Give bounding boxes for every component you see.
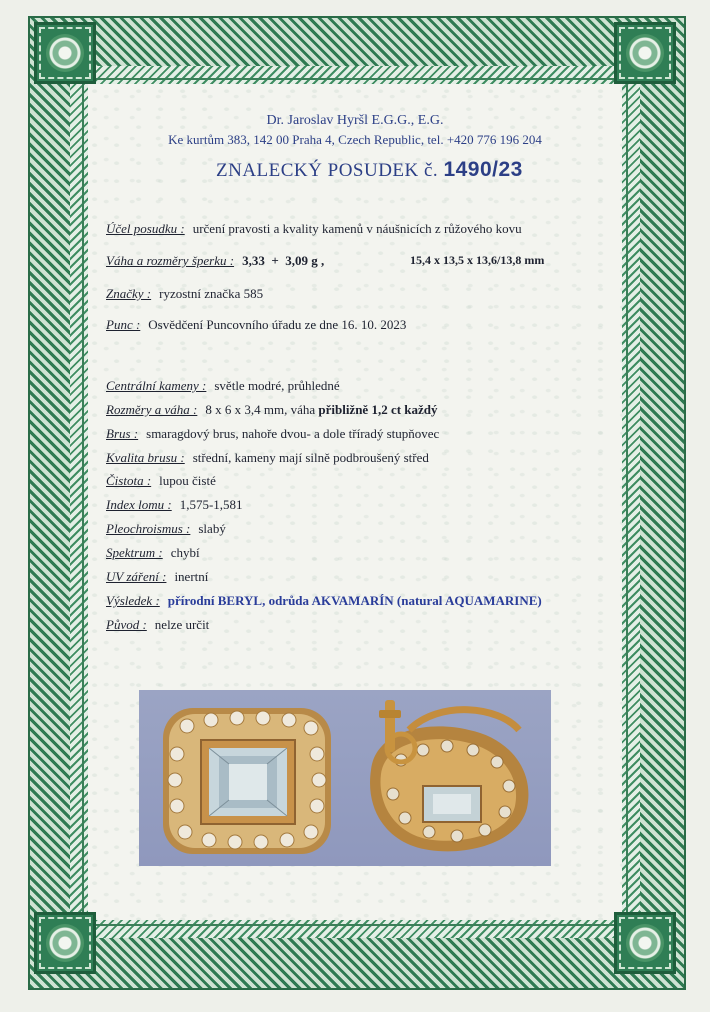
field-index	[106, 497, 243, 513]
earring-back-icon	[370, 700, 528, 851]
field-label: Účel posudku :	[106, 221, 185, 236]
field-pleochroismus	[106, 521, 226, 537]
issuer-address: Ke kurtům 383, 142 00 Praha 4, Czech Republic, tel. +420 776 196 204	[168, 132, 542, 147]
corner-ornament-icon	[614, 22, 676, 84]
earring-front-icon	[163, 708, 331, 854]
field-value: nelze určit	[154, 617, 210, 632]
field-value: 8 x 6 x 3,4 mm, váha	[205, 402, 319, 417]
field-cistota	[106, 473, 216, 489]
field-label: Kvalita brusu :	[106, 450, 185, 465]
field-uv	[106, 569, 208, 585]
field-value: chybí	[170, 545, 200, 560]
field-label: Čistota :	[106, 473, 152, 488]
field-vaha	[106, 253, 324, 269]
field-value: 1,575-1,581	[179, 497, 243, 512]
field-value: 3,33 + 3,09 g ,	[242, 253, 325, 268]
field-punc	[106, 317, 406, 333]
field-value: světle modré, průhledné	[214, 378, 340, 393]
field-value: ryzostní značka 585	[159, 286, 264, 301]
field-centralni	[106, 378, 340, 394]
field-label: UV záření :	[106, 569, 167, 584]
field-label: Index lomu :	[106, 497, 172, 512]
field-value: Osvědčení Puncovního úřadu ze dne 16. 10. 2023	[148, 317, 407, 332]
field-znacky	[106, 286, 263, 302]
field-value: určení pravosti a kvality kamenů v náušnicích z růžového kovu	[192, 221, 522, 236]
field-value: smaragdový brus, nahoře dvou- a dole tříradý stupňovec	[146, 426, 440, 441]
field-rozmery	[106, 402, 438, 418]
earrings-photo	[139, 690, 551, 866]
corner-ornament-icon	[34, 22, 96, 84]
field-spektrum	[106, 545, 200, 561]
field-vysledek	[106, 593, 542, 609]
field-label: Brus :	[106, 426, 139, 441]
field-label: Váha a rozměry šperku :	[106, 253, 235, 268]
field-label: Rozměry a váha :	[106, 402, 198, 417]
field-value: střední, kameny mají silně podbroušený střed	[192, 450, 429, 465]
certificate-number: 1490/23	[443, 158, 523, 181]
field-kvalita	[106, 450, 429, 466]
field-label: Značky :	[106, 286, 152, 301]
field-label: Původ :	[106, 617, 147, 632]
field-label: Výsledek :	[106, 593, 160, 608]
field-value: lupou čisté	[159, 473, 216, 488]
title-text: ZNALECKÝ POSUDEK č.	[216, 160, 439, 181]
field-label: Centrální kameny :	[106, 378, 207, 393]
field-value-bold: přibližně 1,2 ct každý	[318, 402, 438, 417]
corner-ornament-icon	[614, 912, 676, 974]
field-brus	[106, 426, 439, 442]
issuer-name: Dr. Jaroslav Hyršl E.G.G., E.G.	[266, 113, 444, 128]
field-puvod	[106, 617, 209, 633]
earrings-image	[139, 690, 551, 866]
corner-ornament-icon	[34, 912, 96, 974]
field-ucel	[106, 221, 522, 237]
document-title	[216, 158, 523, 182]
field-value: inertní	[174, 569, 209, 584]
field-label: Spektrum :	[106, 545, 163, 560]
result-value: přírodní BERYL, odrůda AKVAMARÍN (natural AQUAMARINE)	[167, 593, 542, 608]
field-dimensions: 15,4 x 13,5 x 13,6/13,8 mm	[410, 253, 545, 267]
field-label: Pleochroismus :	[106, 521, 191, 536]
field-value: slabý	[198, 521, 226, 536]
field-label: Punc :	[106, 317, 141, 332]
